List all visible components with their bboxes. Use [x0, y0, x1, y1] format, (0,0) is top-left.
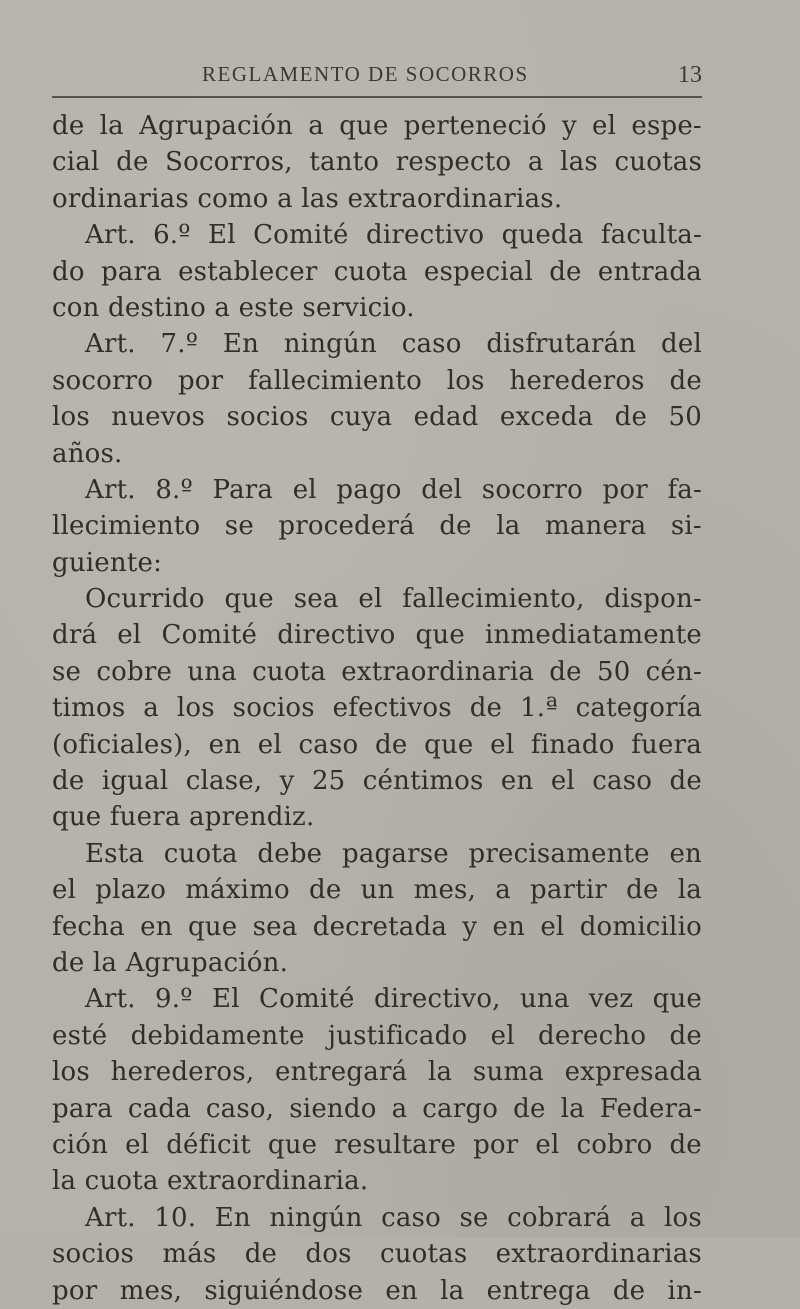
- text-line: Art. 7.º En ningún caso disfrutarán del: [85, 329, 702, 360]
- text-line: drá el Comité directivo que inmediatamente: [52, 620, 702, 651]
- text-line: cial de Socorros, tanto respecto a las cuotas: [52, 147, 702, 178]
- header-rule: [52, 96, 702, 98]
- text-line: de la Agrupación a que perteneció y el espe-: [52, 111, 702, 141]
- text-line: fecha en que sea decretada y en el domicilio: [52, 911, 702, 942]
- text-line: do para establecer cuota especial de entrada: [52, 256, 702, 287]
- text-line: de igual clase, y 25 céntimos en el caso de: [52, 766, 702, 797]
- text-line: ción el déficit que resultare por el cobro de: [52, 1129, 702, 1160]
- page-number: 13: [678, 62, 702, 88]
- text-line: (oficiales), en el caso de que el finado fuera: [52, 729, 702, 760]
- text-line: Art. 8.º Para el pago del socorro por fa-: [85, 474, 702, 505]
- text-line: la cuota extraordinaria.: [52, 1166, 369, 1197]
- text-line: Art. 6.º El Comité directivo queda faculta-: [85, 220, 702, 251]
- text-line: el plazo máximo de un mes, a partir de la: [52, 875, 702, 906]
- text-line: de la Agrupación.: [52, 947, 289, 978]
- text-line: esté debidamente justificado el derecho de: [52, 1020, 702, 1051]
- text-line: para cada caso, siendo a cargo de la Federa-: [52, 1093, 702, 1124]
- running-header: [52, 62, 702, 96]
- text-line: por mes, siguiéndose en la entrega de in-: [52, 1275, 702, 1306]
- text-line: socios más de dos cuotas extraordinarias: [52, 1239, 702, 1270]
- text-line: Ocurrido que sea el fallecimiento, dispon-: [85, 584, 702, 615]
- text-line: años.: [52, 438, 123, 469]
- text-line: ordinarias como a las extraordinarias.: [52, 183, 563, 214]
- text-line: Art. 10. En ningún caso se cobrará a los: [85, 1202, 702, 1233]
- text-line: guiente:: [52, 547, 163, 578]
- text-line: los herederos, entregará la suma expresada: [52, 1057, 702, 1088]
- body-text: [52, 108, 702, 1309]
- header-title: REGLAMENTO DE SOCORROS: [202, 62, 529, 86]
- text-line: se cobre una cuota extraordinaria de 50 cén-: [52, 656, 702, 687]
- text-line: timos a los socios efectivos de 1.ª categoría: [52, 693, 702, 724]
- text-line: socorro por fallecimiento los herederos de: [52, 365, 702, 396]
- text-line: con destino a este servicio.: [52, 292, 415, 323]
- text-line: que fuera aprendiz.: [52, 802, 315, 833]
- text-line: los nuevos socios cuya edad exceda de 50: [52, 402, 702, 433]
- text-line: Esta cuota debe pagarse precisamente en: [85, 838, 702, 869]
- text-line: llecimiento se procederá de la manera si-: [52, 511, 702, 542]
- text-line: Art. 9.º El Comité directivo, una vez que: [85, 984, 702, 1015]
